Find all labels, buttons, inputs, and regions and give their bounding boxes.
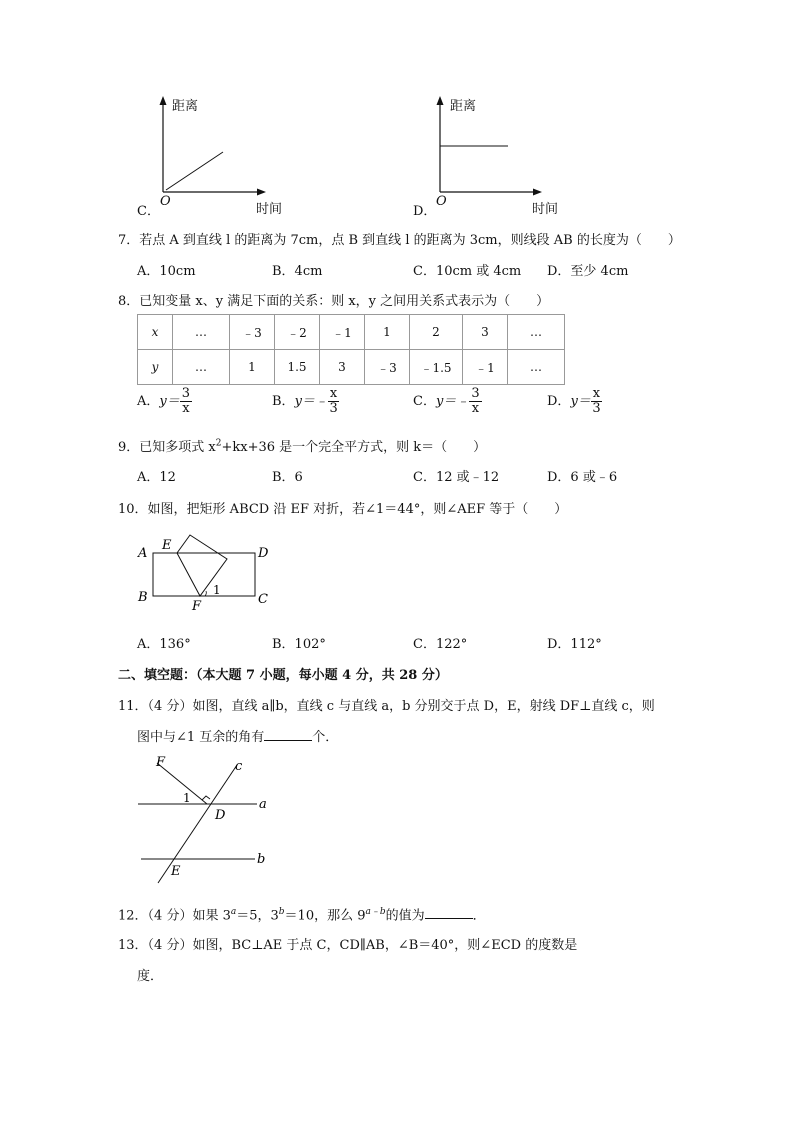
table-cell: 1 (365, 315, 410, 350)
fraction (180, 387, 192, 416)
label-D: D (258, 546, 269, 561)
q8-option-d-lhs: y＝ (570, 394, 591, 409)
question-12-text-pre: （4 分）如果 3 (147, 908, 231, 924)
question-9-text-pre: 已知多项式 x (139, 440, 216, 455)
q8-option-b[interactable] (272, 387, 339, 416)
graph-d-y-label: 距离 (450, 99, 477, 114)
q8-option-c[interactable] (413, 387, 482, 416)
value-table (137, 314, 565, 385)
denominator: x (182, 401, 190, 416)
question-9-text-post: +kx+36 是一个完全平方式，则 k＝（ ） (221, 440, 487, 455)
table-row-y (138, 350, 565, 385)
q8-option-d[interactable] (547, 387, 602, 416)
q7-option-b[interactable]: B．4cm (272, 264, 323, 279)
table-cell: y (138, 350, 173, 385)
q8-option-a-lhs: y＝ (159, 394, 180, 409)
table-cell: … (508, 350, 565, 385)
fraction (328, 387, 339, 416)
question-9-exponent: 2 (215, 438, 222, 449)
question-13-text: （4 分）如图，BC⊥AE 于点 C，CD∥AB，∠B＝40°，则∠ECD 的度数是 (147, 938, 578, 953)
numerator: 3 (471, 386, 480, 401)
table-cell: 3 (320, 350, 365, 385)
question-13-number: 13． (118, 938, 148, 953)
label-D: D (215, 808, 226, 823)
question-11-text-post: 个． (312, 730, 339, 745)
table-cell: 1.5 (275, 350, 320, 385)
table-cell: x (138, 315, 173, 350)
option-d-label: D． (413, 204, 437, 219)
figure-parallel-lines (135, 755, 275, 885)
graph-c-x-label: 时间 (256, 202, 283, 217)
table-cell: … (173, 315, 230, 350)
question-8-number: 8． (118, 294, 140, 309)
label-angle-1: 1 (183, 791, 191, 805)
q7-option-d[interactable]: D．至少 4cm (547, 264, 629, 279)
q8-option-d-label: D． (547, 394, 571, 409)
label-F: F (156, 755, 166, 770)
q10-option-b[interactable]: B．102° (272, 637, 326, 652)
denominator: 3 (329, 401, 338, 416)
section-2-title: 二、填空题：（本大题 7 小题，每小题 4 分，共 28 分） (118, 668, 448, 683)
table-row-x (138, 315, 565, 350)
q10-option-d[interactable]: D．112° (547, 637, 602, 652)
numerator: x (592, 386, 601, 401)
q8-option-a[interactable] (137, 387, 192, 416)
figure-rectangle-fold (135, 528, 285, 618)
graph-c-y-label: 距离 (172, 99, 199, 114)
question-12-text-mid-2: ＝10，那么 9 (284, 908, 366, 924)
label-E: E (162, 538, 172, 553)
fraction (469, 387, 481, 416)
q7-option-a[interactable]: A．10cm (137, 264, 196, 279)
question-7-number: 7． (118, 233, 140, 248)
denominator: 3 (592, 401, 601, 416)
exponent-a: a (230, 907, 237, 917)
table-cell: … (508, 315, 565, 350)
option-c-label: C． (137, 204, 160, 219)
label-A: A (138, 546, 148, 561)
q10-option-a[interactable]: A．136° (137, 637, 191, 652)
question-12-text-post: 的值为 (385, 908, 425, 924)
exponent-b: b (278, 907, 285, 917)
question-12 (118, 904, 486, 923)
numerator: 3 (181, 386, 191, 401)
question-11-line-2 (137, 726, 338, 745)
denominator: x (471, 401, 480, 416)
question-9-number: 9． (118, 440, 140, 455)
graph-d-x-label: 时间 (532, 202, 559, 217)
q9-option-c[interactable]: C．12 或﹣12 (413, 470, 500, 485)
question-13-line-1 (118, 934, 577, 953)
question-13-line-2: 度． (137, 969, 164, 984)
table-cell: ﹣1 (320, 315, 365, 350)
label-angle-1: 1 (213, 583, 221, 597)
table-cell: 2 (410, 315, 463, 350)
q7-option-c[interactable]: C．10cm 或 4cm (413, 264, 522, 279)
table-cell: ﹣3 (230, 315, 275, 350)
q8-option-a-label: A． (137, 394, 160, 409)
question-12-number: 12． (118, 908, 148, 924)
q9-option-a[interactable]: A．12 (137, 470, 176, 485)
question-11-text: （4 分）如图，直线 a∥b，直线 c 与直线 a，b 分别交于点 D，E，射线 DF⊥直线 c，则 (147, 699, 655, 714)
graph-d-origin: O (436, 194, 447, 209)
question-11-text-pre: 图中与∠1 互余的角有 (137, 730, 265, 745)
table-cell: ﹣3 (365, 350, 410, 385)
label-c: c (235, 759, 243, 774)
graph-c-origin: O (160, 194, 171, 209)
table-cell: ﹣1.5 (410, 350, 463, 385)
question-9 (118, 436, 486, 455)
q8-option-c-lhs: y＝﹣ (435, 394, 470, 409)
table-cell: … (173, 350, 230, 385)
question-11-number: 11． (118, 699, 148, 714)
question-11-line-1 (118, 695, 655, 714)
label-C: C (258, 592, 268, 607)
answer-blank[interactable] (425, 906, 473, 919)
label-E: E (171, 864, 181, 879)
table-cell: 1 (230, 350, 275, 385)
table-cell: 3 (463, 315, 508, 350)
fraction (591, 387, 602, 416)
label-F: F (192, 599, 202, 614)
numerator: x (329, 386, 338, 401)
question-10-number: 10． (118, 502, 148, 517)
question-8 (118, 290, 549, 309)
q9-option-b[interactable]: B．6 (272, 470, 303, 485)
table-cell: ﹣1 (463, 350, 508, 385)
answer-blank[interactable] (264, 728, 312, 741)
label-b: b (257, 852, 266, 867)
question-10-text: 如图，把矩形 ABCD 沿 EF 对折，若∠1＝44°，则∠AEF 等于（ ） (147, 502, 568, 517)
label-B: B (138, 590, 148, 605)
q8-option-b-lhs: y＝﹣ (294, 394, 328, 409)
q9-option-d[interactable]: D．6 或﹣6 (547, 470, 618, 485)
question-7 (118, 229, 681, 248)
question-10 (118, 498, 567, 517)
q8-option-b-label: B． (272, 394, 295, 409)
question-12-text-mid-1: ＝5，3 (236, 908, 279, 924)
table-cell: ﹣2 (275, 315, 320, 350)
question-7-text: 若点 A 到直线 l 的距离为 7cm，点 B 到直线 l 的距离为 3cm，则线段 AB 的长度为（ ） (139, 233, 681, 248)
question-12-end: ． (472, 908, 486, 924)
exponent-a-minus-b: a﹣b (365, 907, 386, 917)
question-8-text: 已知变量 x、y 满足下面的关系：则 x，y 之间用关系式表示为（ ） (139, 294, 550, 309)
label-a: a (259, 797, 267, 812)
q10-option-c[interactable]: C．122° (413, 637, 468, 652)
q8-option-c-label: C． (413, 394, 436, 409)
